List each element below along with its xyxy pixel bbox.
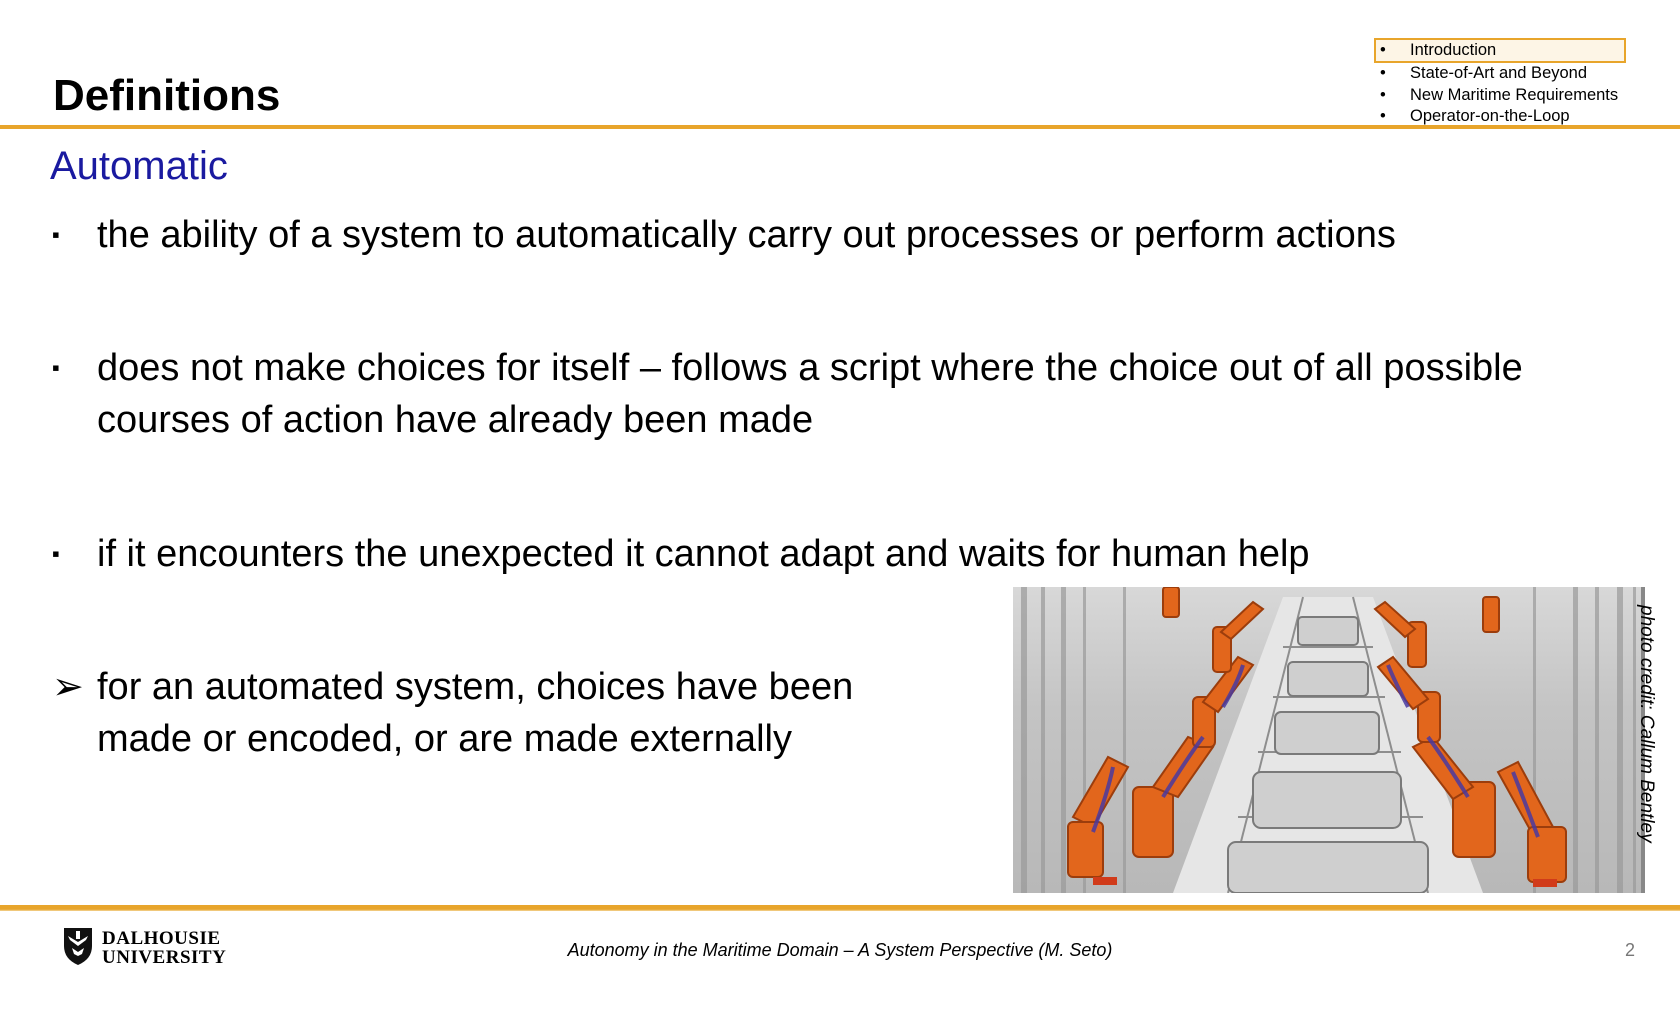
logo-line-1: DALHOUSIE xyxy=(102,928,221,949)
agenda-item-label: State-of-Art and Beyond xyxy=(1410,64,1588,82)
photo-credit: photo credit: Callum Bentley xyxy=(1636,605,1657,843)
bullet-text: for an automated system, choices have been made or encoded, or are made externally xyxy=(97,666,854,760)
agenda-item-label: Introduction xyxy=(1410,41,1497,59)
bullet-item xyxy=(52,209,1612,261)
slide-title: Definitions xyxy=(53,71,281,120)
bullet-text: does not make choices for itself – follows a script where the choice out of all possible courses of action have already been made xyxy=(97,347,1523,441)
footer-divider xyxy=(0,905,1680,911)
robot-assembly-line-photo xyxy=(1013,587,1641,893)
agenda-item-label: New Maritime Requirements xyxy=(1410,85,1619,104)
agenda-item-state-of-art[interactable] xyxy=(1376,63,1626,85)
section-subtitle: Automatic xyxy=(50,144,228,188)
agenda-list xyxy=(1376,40,1626,128)
agenda-bullet: • xyxy=(1380,85,1386,104)
agenda-bullet: • xyxy=(1380,107,1386,125)
agenda-item-label: Operator-on-the-Loop xyxy=(1410,107,1570,125)
arrow-bullet-icon: ➢ xyxy=(52,666,84,708)
bullet-item xyxy=(52,528,1612,580)
square-bullet-icon: ▪ xyxy=(52,355,60,380)
footer-presentation-title: Autonomy in the Maritime Domain – A System Perspective (M. Seto) xyxy=(567,940,1113,960)
agenda-bullet: • xyxy=(1380,64,1386,82)
bullet-item xyxy=(52,661,952,765)
bullet-text: the ability of a system to automatically carry out processes or perform actions xyxy=(97,214,1396,256)
logo-line-2: UNIVERSITY xyxy=(102,947,227,968)
bullet-item xyxy=(52,342,1612,446)
header-divider xyxy=(0,125,1680,129)
agenda-item-maritime-requirements[interactable] xyxy=(1376,85,1626,107)
page-number: 2 xyxy=(1625,940,1636,960)
agenda-item-introduction[interactable] xyxy=(1374,38,1626,63)
bullet-text: if it encounters the unexpected it cannot adapt and waits for human help xyxy=(97,533,1310,575)
square-bullet-icon: ▪ xyxy=(52,541,60,566)
square-bullet-icon: ▪ xyxy=(52,222,60,247)
agenda-bullet: • xyxy=(1380,41,1386,59)
